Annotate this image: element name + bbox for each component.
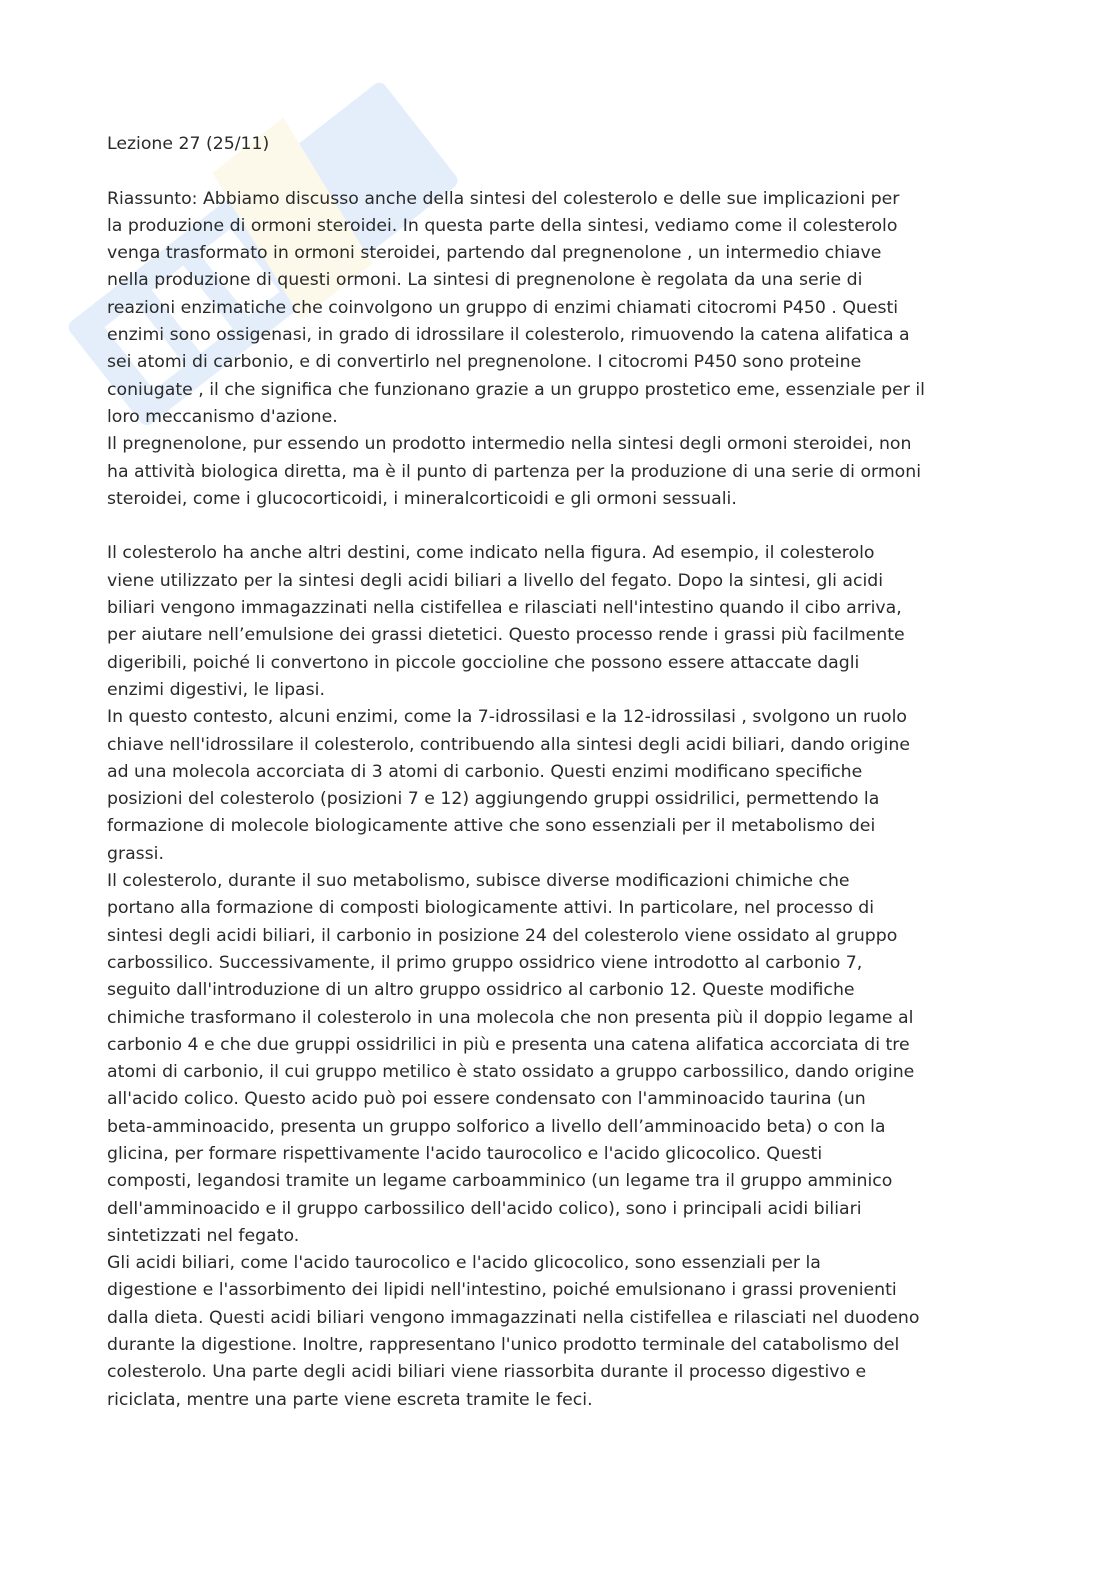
- text-line: chimiche trasformano il colesterolo in una molecola che non presenta più il doppio legame al: [107, 1007, 914, 1028]
- text-line: Il colesterolo, durante il suo metabolismo, subisce diverse modificazioni chimiche che: [107, 871, 850, 892]
- text-line: In questo contesto, alcuni enzimi, come la 7-idrossilasi e la 12-idrossilasi , svolgono un ruolo: [107, 707, 907, 728]
- document-body: [107, 186, 1007, 1414]
- text-line: sintesi degli acidi biliari, il carbonio in posizione 24 del colesterolo viene ossidato al gruppo: [107, 925, 898, 946]
- paragraph: [107, 540, 1007, 704]
- text-line: Gli acidi biliari, come l'acido taurocolico e l'acido glicocolico, sono essenziali per la: [107, 1253, 821, 1274]
- document-page: [107, 131, 1007, 1414]
- text-line: grassi.: [107, 843, 164, 864]
- paragraph: [107, 868, 1007, 1250]
- text-line: glicina, per formare rispettivamente l'acido taurocolico e l'acido glicocolico. Questi: [107, 1143, 823, 1164]
- text-line: ad una molecola accorciata di 3 atomi di carbonio. Questi enzimi modificano specifiche: [107, 761, 863, 782]
- text-line: biliari vengono immagazzinati nella cistifellea e rilasciati nell'intestino quando il cibo arriva,: [107, 598, 902, 619]
- text-line: posizioni del colesterolo (posizioni 7 e 12) aggiungendo gruppi ossidrilici, permettendo la: [107, 789, 880, 810]
- text-line: enzimi sono ossigenasi, in grado di idrossilare il colesterolo, rimuovendo la catena alifatica a: [107, 325, 910, 346]
- text-line: atomi di carbonio, il cui gruppo metilico è stato ossidato a gruppo carbossilico, dando origine: [107, 1062, 915, 1083]
- text-line: steroidei, come i glucocorticoidi, i mineralcorticoidi e gli ormoni sessuali.: [107, 488, 737, 509]
- text-line: venga trasformato in ormoni steroidei, partendo dal pregnenolone , un intermedio chiave: [107, 243, 882, 264]
- text-line: viene utilizzato per la sintesi degli acidi biliari a livello del fegato. Dopo la sintesi, gli acidi: [107, 570, 884, 591]
- text-line: dalla dieta. Questi acidi biliari vengono immagazzinati nella cistifellea e rilasciati nel duodeno: [107, 1307, 920, 1328]
- text-line: carbonio 4 e che due gruppi ossidrilici in più e presenta una catena alifatica accorciata di tre: [107, 1034, 910, 1055]
- text-line: formazione di molecole biologicamente attive che sono essenziali per il metabolismo dei: [107, 816, 876, 837]
- paragraph: [107, 704, 1007, 868]
- text-line: dell'amminoacido e il gruppo carbossilico dell'acido colico), sono i principali acidi biliari: [107, 1198, 862, 1219]
- text-line: carbossilico. Successivamente, il primo gruppo ossidrico viene introdotto al carbonio 7,: [107, 952, 863, 973]
- text-line: all'acido colico. Questo acido può poi essere condensato con l'amminoacido taurina (un: [107, 1089, 866, 1110]
- text-line: Il colesterolo ha anche altri destini, come indicato nella figura. Ad esempio, il colesterolo: [107, 543, 875, 564]
- paragraph: [107, 186, 1007, 432]
- text-line: Riassunto: Abbiamo discusso anche della sintesi del colesterolo e delle sue implicazioni per: [107, 188, 900, 209]
- paragraph: [107, 431, 1007, 513]
- lesson-title: Lezione 27 (25/11): [107, 134, 270, 154]
- text-line: la produzione di ormoni steroidei. In questa parte della sintesi, vediamo come il colesterolo: [107, 215, 898, 236]
- text-line: enzimi digestivi, le lipasi.: [107, 679, 325, 700]
- text-line: ha attività biologica diretta, ma è il punto di partenza per la produzione di una serie di ormoni: [107, 461, 922, 482]
- text-line: beta-amminoacido, presenta un gruppo solforico a livello dell’amminoacido beta) o con la: [107, 1116, 886, 1137]
- text-line: portano alla formazione di composti biologicamente attivi. In particolare, nel processo di: [107, 898, 875, 919]
- paragraph-spacer: [107, 513, 1007, 540]
- text-line: per aiutare nell’emulsione dei grassi dietetici. Questo processo rende i grassi più facilmente: [107, 625, 905, 646]
- text-line: riciclata, mentre una parte viene escreta tramite le feci.: [107, 1389, 593, 1410]
- text-line: durante la digestione. Inoltre, rappresentano l'unico prodotto terminale del catabolismo del: [107, 1335, 900, 1356]
- text-line: sintetizzati nel fegato.: [107, 1225, 300, 1246]
- text-line: digestione e l'assorbimento dei lipidi nell'intestino, poiché emulsionano i grassi provenienti: [107, 1280, 897, 1301]
- text-line: nella produzione di questi ormoni. La sintesi di pregnenolone è regolata da una serie di: [107, 270, 863, 291]
- text-line: colesterolo. Una parte degli acidi biliari viene riassorbita durante il processo digestivo e: [107, 1362, 867, 1383]
- text-line: digeribili, poiché li convertono in piccole goccioline che possono essere attaccate dagli: [107, 652, 860, 673]
- paragraph: [107, 1250, 1007, 1414]
- text-line: Il pregnenolone, pur essendo un prodotto intermedio nella sintesi degli ormoni steroidei, non: [107, 434, 912, 455]
- text-line: chiave nell'idrossilare il colesterolo, contribuendo alla sintesi degli acidi biliari, dando origine: [107, 734, 910, 755]
- text-line: composti, legandosi tramite un legame carboamminico (un legame tra il gruppo amminico: [107, 1171, 893, 1192]
- text-line: loro meccanismo d'azione.: [107, 406, 338, 427]
- text-line: coniugate , il che significa che funzionano grazie a un gruppo prostetico eme, essenziale per il: [107, 379, 925, 400]
- text-line: seguito dall'introduzione di un altro gruppo ossidrico al carbonio 12. Queste modifiche: [107, 980, 855, 1001]
- text-line: sei atomi di carbonio, e di convertirlo nel pregnenolone. I citocromi P450 sono proteine: [107, 352, 862, 373]
- text-line: reazioni enzimatiche che coinvolgono un gruppo di enzimi chiamati citocromi P450 . Questi: [107, 297, 899, 318]
